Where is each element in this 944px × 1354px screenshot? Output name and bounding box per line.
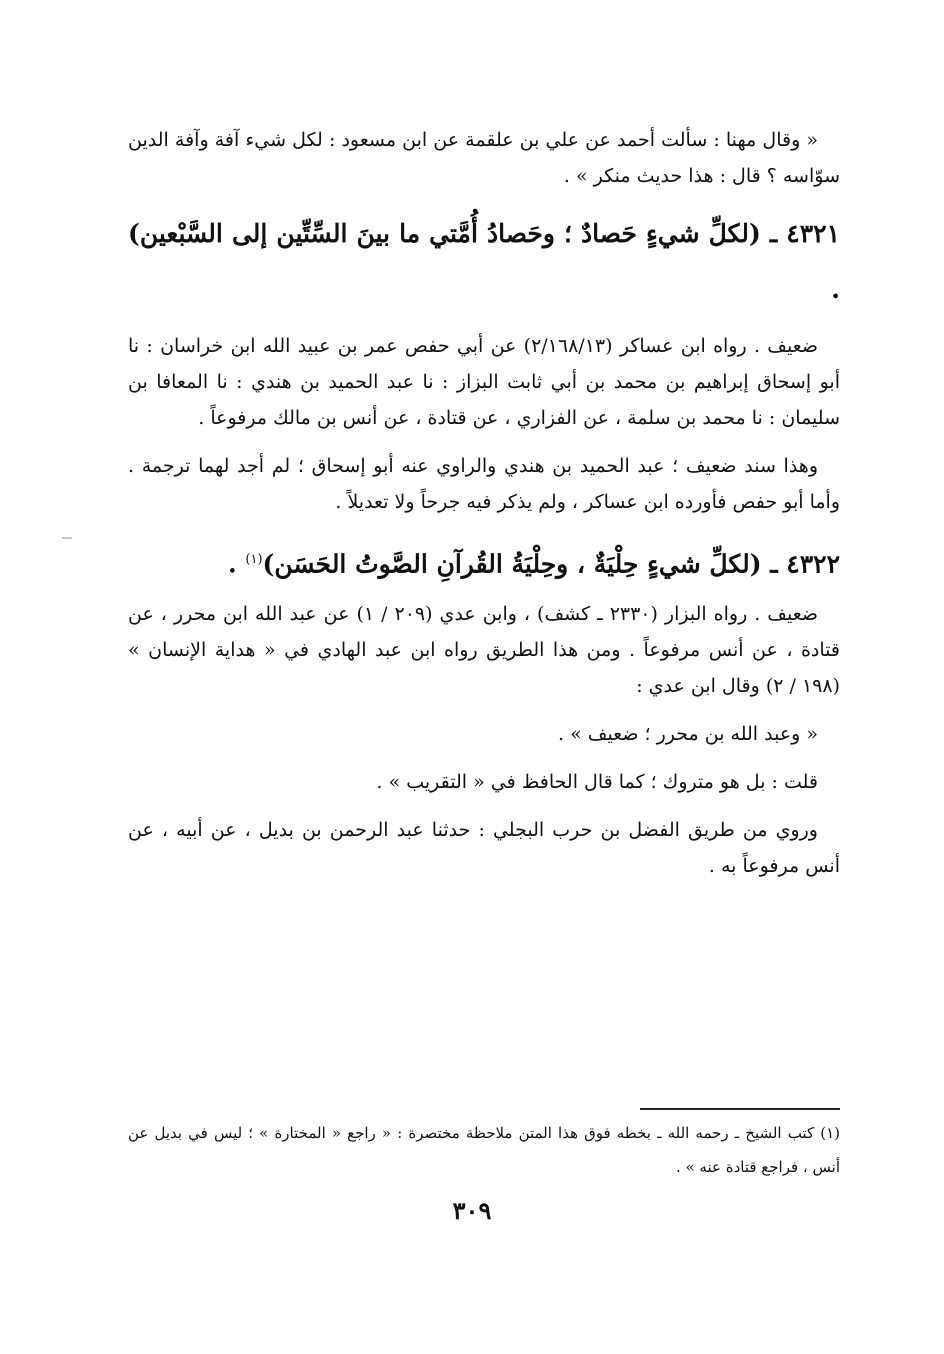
page-body: [128, 122, 840, 896]
hadith-4322: [128, 532, 840, 592]
footnotes-section: [128, 1116, 840, 1184]
page-number: ٣٠٩: [452, 1196, 492, 1225]
ibn-adi-quote-paragraph: « وعبد الله بن محرر ؛ ضعيف » .: [558, 723, 818, 746]
scan-artifact: [62, 537, 72, 539]
hadith-number: ٤٣٢٢: [786, 549, 840, 579]
takhrij-paragraph-4321: ضعيف . رواه ابن عساكر (٢/١٦٨/١٣) عن أبي حفص عمر بن عبيد الله ابن خراسان : نا أبو إسحاق إبراهيم بن محمد بن أبي ثابت البزاز : نا عبد الحميد بن هندي : نا المعافا بن سليمان : نا محمد بن سلمة ، عن الفزاري ، عن قتادة ، عن أنس بن مالك مرفوعاً .: [128, 335, 840, 429]
takhrij-paragraph-4322: ضعيف . رواه البزار (٢٣٣٠ ـ كشف) ، وابن عدي (٢٠٩ / ١) عن عبد الله ابن محرر ، عن قتادة ، عن أنس مرفوعاً . ومن هذا الطريق رواه ابن عبد الهادي في « هداية الإنسان » (١٩٨ / ٢) وقال ابن عدي :: [128, 603, 840, 698]
footnote-divider: [640, 1108, 840, 1110]
qultu-paragraph: قلت : بل هو متروك ؛ كما قال الحافظ في « التقريب » .: [376, 771, 818, 794]
hadith-tail: .: [227, 549, 246, 579]
ruwiya-paragraph: وروي من طريق الفضل بن حرب البجلي : حدثنا عبد الرحمن بن بديل ، عن أبيه ، عن أنس مرفوعاً به .: [128, 819, 840, 878]
hadith-text: ـ (لكلِّ شيءٍ حِلْيَةٌ ، وحِلْيَةُ القُرآنِ الصَّوتُ الحَسَن): [262, 549, 778, 579]
illa-paragraph-4321: وهذا سند ضعيف ؛ عبد الحميد بن هندي والراوي عنه أبو إسحاق ؛ لم أجد لهما ترجمة . وأما أبو حفص فأورده ابن عساكر ، ولم يذكر فيه جرحاً ولا تعديلاً .: [128, 455, 840, 513]
footnote-reference[interactable]: (١): [245, 552, 263, 567]
footnote-1: (١) كتب الشيخ ـ رحمه الله ـ بخطه فوق هذا المتن ملاحظة مختصرة : « راجع « المختارة » ؛ ليس في بديل عن أنس ، فراجع قتادة عنه » .: [128, 1124, 840, 1176]
hadith-text: ـ (لكلِّ شيءٍ حَصادٌ ؛ وحَصادُ أُمَّتي ما بينَ السِّتِّين إلى السَّبْعين) .: [128, 219, 840, 304]
hadith-number: ٤٣٢١: [786, 219, 840, 248]
hadith-4321: [128, 206, 840, 318]
intro-quote-paragraph: « وقال مهنا : سألت أحمد عن علي بن علقمة عن ابن مسعود : لكل شيء آفة وآفة الدين سوّاسه ؟ قال : هذا حديث منكر » .: [128, 129, 840, 187]
